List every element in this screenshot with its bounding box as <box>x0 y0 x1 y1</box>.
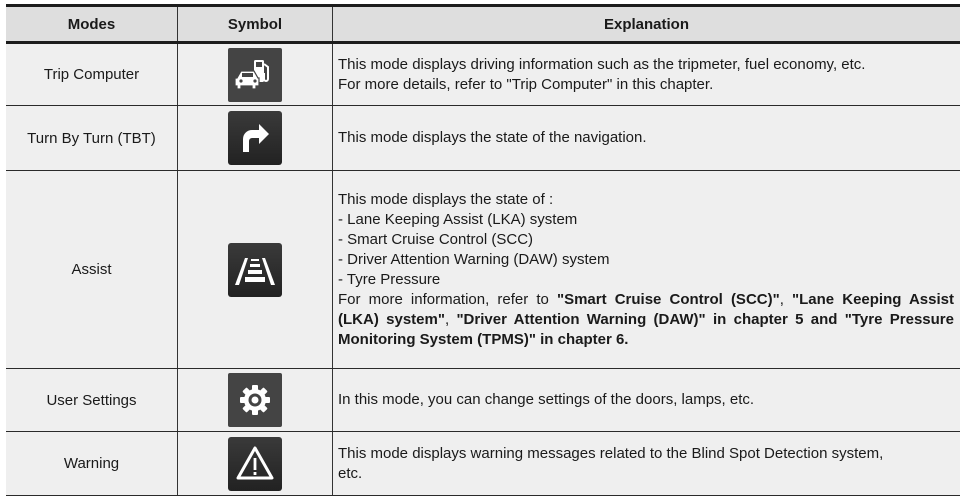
reference-scc: "Smart Cruise Control (SCC)" <box>556 290 780 308</box>
explanation-list-item: - Tyre Pressure <box>338 270 441 288</box>
warning-triangle-icon <box>228 437 282 491</box>
explanation-list-item: - Lane Keeping Assist (LKA) system <box>338 210 578 228</box>
table-row-warning <box>6 432 960 496</box>
explanation-line: In this mode, you can change settings of the doors, lamps, etc. <box>338 391 755 408</box>
explanation-line: This mode displays the state of the navigation. <box>338 129 647 146</box>
table-row-user-settings <box>6 369 960 432</box>
modes-table <box>6 4 960 496</box>
reference-daw-tpms: "Driver Attention Warning (DAW)" in chapter 5 and "Tyre Pressure Monitoring System (TPMS)" in chapter 6. <box>338 310 954 348</box>
mode-name: User Settings <box>6 369 178 432</box>
mode-name: Assist <box>6 171 178 369</box>
reference-lka: "Lane Keeping Assist (LKA) system" <box>338 290 954 328</box>
explanation-line: This mode displays the state of : <box>338 190 554 208</box>
header-modes: Modes <box>6 6 178 43</box>
car-fuel-pump-icon <box>228 48 282 102</box>
explanation-reference: For more information, refer to "Smart Cruise Control (SCC)", "Lane Keeping Assist (LKA) system", "Driver Attention Warning (DAW)" in chapter 5 and "Tyre Pressure Monitoring System (TPMS)" in chapter 6. <box>338 290 954 348</box>
header-symbol: Symbol <box>178 6 333 43</box>
mode-name: Trip Computer <box>6 43 178 106</box>
explanation-line: This mode displays driving information such as the tripmeter, fuel economy, etc. <box>338 55 866 73</box>
explanation-list-item: - Driver Attention Warning (DAW) system <box>338 250 610 268</box>
table-row-trip-computer <box>6 43 960 106</box>
turn-right-arrow-icon <box>228 111 282 165</box>
explanation-line: etc. <box>338 464 363 482</box>
mode-name: Warning <box>6 432 178 496</box>
header-row <box>6 6 960 43</box>
gear-icon <box>228 373 282 427</box>
table-row-turn-by-turn <box>6 106 960 171</box>
explanation-list-item: - Smart Cruise Control (SCC) <box>338 230 534 248</box>
mode-name: Turn By Turn (TBT) <box>6 106 178 171</box>
table-row-assist <box>6 171 960 369</box>
header-explanation: Explanation <box>333 6 961 43</box>
explanation-line: This mode displays warning messages related to the Blind Spot Detection system, <box>338 444 884 462</box>
lane-assist-icon <box>228 243 282 297</box>
explanation-line: For more details, refer to "Trip Computer" in this chapter. <box>338 75 714 93</box>
